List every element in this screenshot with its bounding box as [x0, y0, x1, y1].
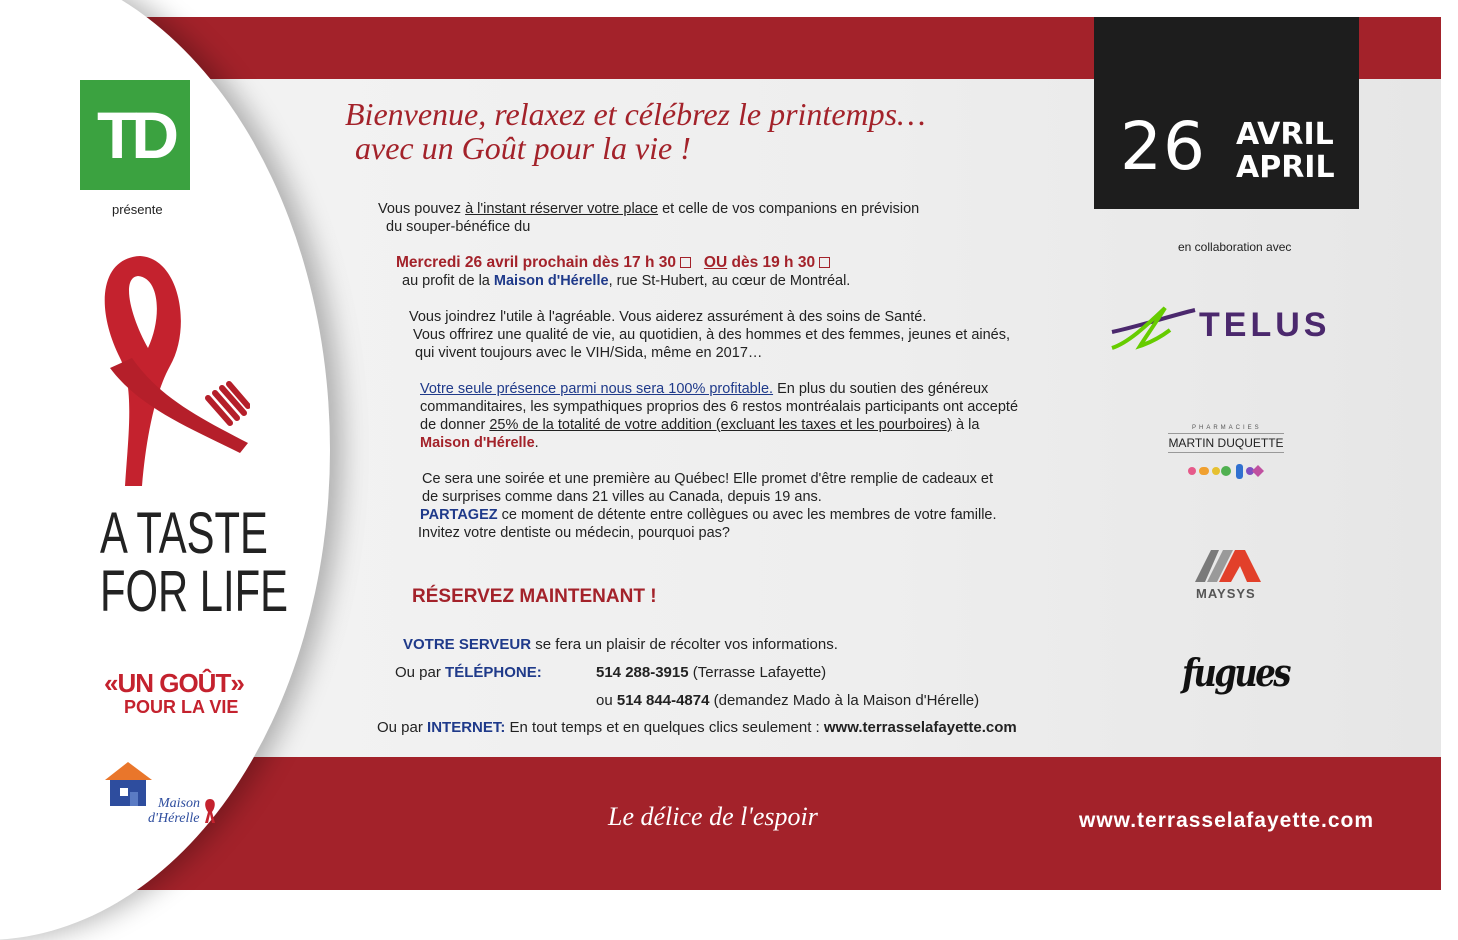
contact-phone1[interactable]: 514 288-3915 (Terrasse Lafayette) — [596, 664, 827, 681]
date-day: 26 — [1120, 108, 1206, 185]
pills-icon — [1186, 460, 1266, 482]
checkbox-19h30[interactable] — [819, 257, 830, 268]
paragraph-3-line3: qui vivent toujours avec le VIH/Sida, même en 2017… — [415, 345, 763, 361]
taste-for-life-title — [100, 501, 288, 624]
body-text — [378, 200, 1078, 542]
intro-line2: du souper-bénéfice du — [386, 219, 531, 235]
web-url-link[interactable]: www.terrasselafayette.com — [823, 719, 1017, 736]
paragraph-5-line2: de surprises comme dans 21 villes au Canada, depuis 19 ans. — [422, 489, 822, 505]
date-month-fr: AVRIL — [1236, 117, 1334, 152]
profit-line: au profit de la Maison d'Hérelle, rue St-Hubert, au cœur de Montréal. — [402, 273, 851, 289]
telus-logo-text: TELUS — [1199, 306, 1331, 344]
gout-line1: «UN GOÛT» — [104, 668, 244, 698]
headline-line2: avec un Goût pour la vie ! — [355, 130, 691, 166]
paragraph-5-line4: Invitez votre dentiste ou médecin, pourquoi pas? — [418, 525, 730, 541]
paragraph-4-line4: Maison d'Hérelle. — [420, 435, 539, 451]
footer-url-link[interactable]: www.terrasselafayette.com — [1079, 809, 1375, 832]
date-month — [1236, 118, 1335, 184]
contact-phone2[interactable]: ou 514 844-4874 (demandez Mado à la Maison d'Hérelle) — [596, 692, 980, 709]
paragraph-3-line2: Vous offrirez une qualité de vie, au quotidien, à des hommes et des femmes, jeunes et ainés, — [413, 327, 1011, 343]
maison-line1: Maison — [158, 796, 200, 811]
maysys-logo-icon — [1195, 548, 1261, 582]
reserve-place-link[interactable]: à l'instant réserver votre place — [465, 201, 659, 217]
maison-line2: d'Hérelle — [148, 811, 200, 826]
fugues-logo: fugues — [1182, 650, 1289, 695]
presence-link[interactable]: Votre seule présence parmi nous sera 100% profitable. — [420, 381, 774, 397]
reserve-now-title: RÉSERVEZ MAINTENANT ! — [412, 586, 657, 607]
pharmacies-label: PHARMACIES — [1192, 425, 1262, 431]
telus-globe-icon — [1110, 302, 1200, 352]
paragraph-5-line1: Ce sera une soirée et une première au Québec! Elle promet d'être remplie de cadeaux et — [422, 471, 994, 487]
paragraph-3-line1: Vous joindrez l'utile à l'agréable. Vous aiderez assurément à des soins de Santé. — [409, 309, 927, 325]
maysys-logo-text: MAYSYS — [1196, 586, 1256, 601]
contact-phone-label: Ou par TÉLÉPHONE: — [395, 664, 542, 681]
checkbox-17h30[interactable] — [680, 257, 691, 268]
headline-line1: Bienvenue, relaxez et célébrez le printemps… — [345, 96, 926, 132]
taste-line1: A TASTE — [100, 501, 268, 566]
paragraph-5-line3: PARTAGEZ ce moment de détente entre collègues ou avec les membres de votre famille. — [420, 507, 997, 523]
collab-label: en collaboration avec — [1178, 240, 1292, 254]
footer-slogan: Le délice de l'espoir — [608, 802, 818, 831]
taste-line2: FOR LIFE — [100, 559, 288, 624]
intro-line1: Vous pouvez à l'instant réserver votre place et celle de vos companions en prévision — [378, 201, 920, 217]
martin-duquette-logo: MARTIN DUQUETTE — [1168, 433, 1284, 453]
ribbon-fork-icon — [80, 248, 250, 493]
paragraph-4-line3: de donner 25% de la totalité de votre addition (excluant les taxes et les pourboires) à la — [420, 417, 980, 433]
contact-server-line: VOTRE SERVEUR se fera un plaisir de récolter vos informations. — [403, 636, 838, 653]
gout-line2: POUR LA VIE — [124, 697, 239, 717]
presents-label: présente — [112, 202, 163, 217]
contact-web-line: Ou par INTERNET: En tout temps et en quelques clics seulement : www.terrasselafayette.com — [377, 719, 1017, 736]
small-ribbon-icon — [203, 798, 217, 824]
maison-herelle-logo-text — [148, 796, 200, 826]
paragraph-4-line1: Votre seule présence parmi nous sera 100% profitable. En plus du soutien des généreux — [420, 381, 989, 397]
paragraph-4-line2: commanditaires, les sympathiques proprios des 6 restos montréalais participants ont accepté — [420, 399, 1019, 415]
event-date-line: Mercredi 26 avril prochain dès 17 h 30 OU dès 19 h 30 — [396, 254, 1078, 272]
td-logo: TD — [80, 80, 190, 190]
date-month-en: APRIL — [1236, 150, 1335, 185]
headline — [345, 97, 926, 165]
